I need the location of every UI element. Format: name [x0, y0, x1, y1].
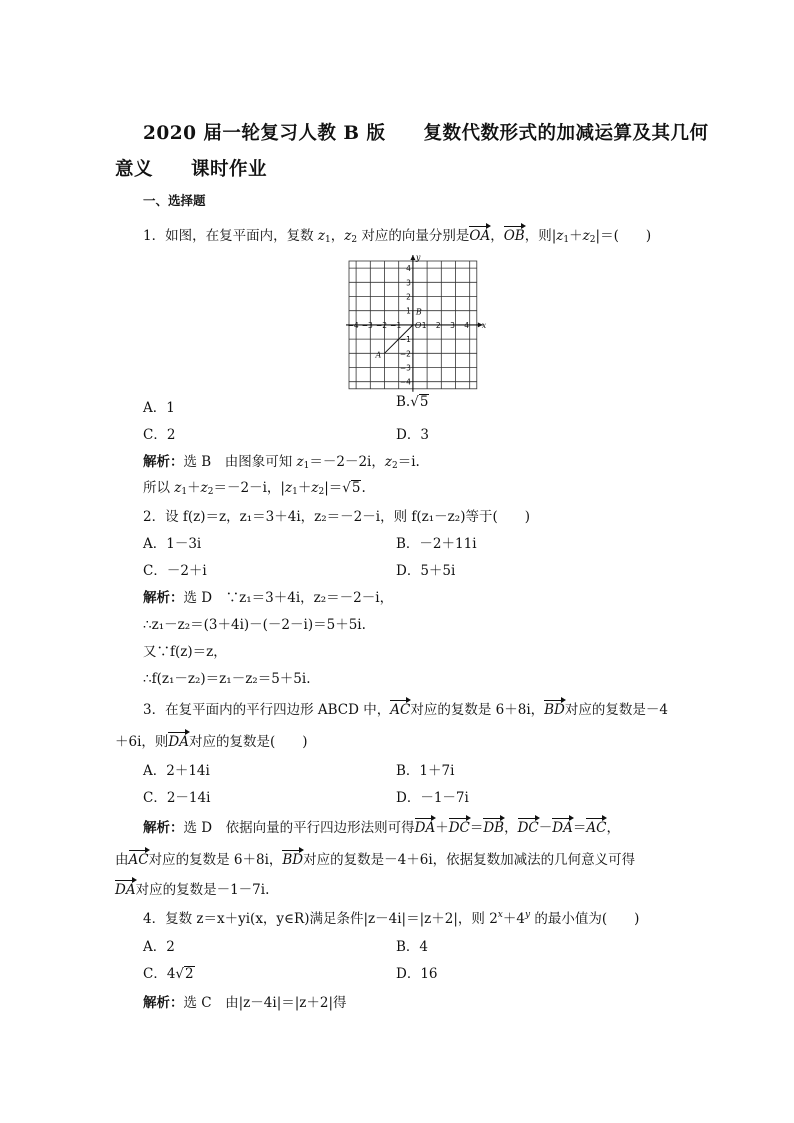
x-tick-label: −2 — [375, 320, 388, 330]
q2-option-a: A．1－3i — [143, 536, 202, 552]
section-heading: 一、选择题 — [143, 193, 206, 208]
q1-option-b: B.√5 — [396, 394, 429, 410]
x-tick-label: 3 — [450, 320, 455, 330]
q3-option-a: A．2＋14i — [143, 763, 210, 779]
question-number: 4 — [143, 911, 152, 927]
q3-option-c: C．2－14i — [143, 790, 211, 806]
x-tick-label: 4 — [464, 320, 470, 330]
document-title-line1: 2020 届一轮复习人教 B 版 复数代数形式的加减运算及其几何 — [143, 123, 709, 144]
y-tick-label: 4 — [406, 264, 411, 274]
y-tick-label: −2 — [399, 349, 411, 359]
q1-solution-line1: 解析：选 B 由图象可知 $z_1=-2-2i$，$z_2=i$. — [143, 454, 420, 471]
y-tick-label: −4 — [399, 377, 411, 387]
question-number: 3 — [143, 702, 152, 718]
y-tick-label: 2 — [406, 292, 411, 302]
q1-option-a: A．1 — [143, 400, 175, 416]
q3-option-b: B．1＋7i — [396, 763, 455, 779]
solution-label: 解析： — [143, 454, 184, 470]
q2-solution-line3: 又∵f(z)＝z， — [143, 644, 227, 660]
x-tick-label: −1 — [390, 320, 402, 330]
solution-label: 解析： — [143, 820, 184, 836]
q2-option-c: C．－2＋i — [143, 563, 207, 579]
q4-solution-line1: 解析：选 C 由|z－4i|＝|z＋2|得 — [143, 995, 347, 1011]
question-3-line2: ＋6i，则DA对应的复数是( ) — [115, 730, 308, 750]
y-tick-label: 3 — [406, 278, 411, 288]
q4-option-c: C．4√2 — [143, 966, 194, 982]
q1-option-c: C．2 — [143, 427, 176, 443]
vector-da: DA — [168, 731, 189, 750]
q2-option-d: D．5＋5i — [396, 563, 456, 579]
q1-option-d: D．3 — [396, 427, 429, 443]
q3-solution-line1: 解析：选 D 依据向量的平行四边形法则可得DA＋DC＝DB，DC－DA＝AC， — [143, 816, 620, 836]
q4-option-a: A．2 — [143, 939, 175, 955]
x-tick-label: 2 — [435, 320, 441, 330]
vector-ac: AC — [390, 699, 410, 718]
question-4: 4．复数 z＝x＋yi(x，y∈R)满足条件|z－4i|＝|z＋2|，则 $2^x+4^y$ 的最小值为( ) — [143, 910, 640, 927]
y-axis-arrow — [410, 255, 415, 260]
vector-bd: BD — [544, 699, 565, 718]
q4-option-b: B．4 — [396, 939, 429, 955]
q2-option-b: B．－2＋11i — [396, 536, 477, 552]
q3-solution-line3: DA对应的复数是－1－7i. — [115, 878, 269, 898]
question-1: 1．如图，在复平面内，复数 $z_1$，$z_2$ 对应的向量分别是OA，OB，则$|z_1+z_2|=$( ) — [143, 224, 651, 245]
q1-solution-line2: 所以 $z_1+z_2=-2-i$，$|z_1+z_2|=√5$. — [143, 480, 366, 497]
vector-oa: OA — [469, 225, 490, 244]
y-tick-label: −3 — [399, 363, 411, 373]
question-number: 1 — [143, 228, 152, 244]
question-3-line1: 3．在复平面内的平行四边形 ABCD 中，AC对应的复数是 6＋8i，BD对应的复数是－4 — [143, 698, 668, 718]
point-a-label: A — [375, 350, 382, 360]
q3-solution-line2: 由AC对应的复数是 6＋8i，BD对应的复数是－4＋6i，依据复数加减法的几何意义可得 — [115, 848, 635, 868]
x-tick-label: −3 — [361, 320, 373, 330]
q2-solution-line2: ∴z₁－z₂＝(3＋4i)－(－2－i)＝5＋5i. — [143, 617, 366, 633]
question-number: 2 — [143, 509, 152, 525]
y-tick-label: −1 — [399, 335, 411, 345]
origin-label: O — [414, 320, 422, 330]
document-title-line2: 意义 课时作业 — [115, 159, 268, 180]
point-b-label: B — [415, 307, 422, 317]
y-axis-label: y — [415, 253, 421, 262]
y-tick-label: 1 — [406, 306, 411, 316]
q3-option-d: D．－1－7i — [396, 790, 469, 806]
solution-label: 解析： — [143, 995, 184, 1011]
x-tick-label: −4 — [347, 320, 359, 330]
x-tick-label: 1 — [421, 320, 427, 330]
solution-label: 解析： — [143, 590, 184, 606]
x-axis-label: x — [481, 320, 487, 330]
question-2: 2．设 f(z)＝z，z₁＝3＋4i，z₂＝－2－i，则 f(z₁－z₂)等于( ) — [143, 509, 530, 525]
q2-solution-line1: 解析：选 D ∵z₁＝3＋4i，z₂＝－2－i， — [143, 590, 394, 606]
q4-option-d: D．16 — [396, 966, 438, 982]
complex-plane-figure — [342, 253, 487, 387]
q2-solution-line4: ∴f(z₁－z₂)＝z₁－z₂＝5＋5i. — [143, 671, 311, 687]
vector-ob: OB — [504, 225, 525, 244]
